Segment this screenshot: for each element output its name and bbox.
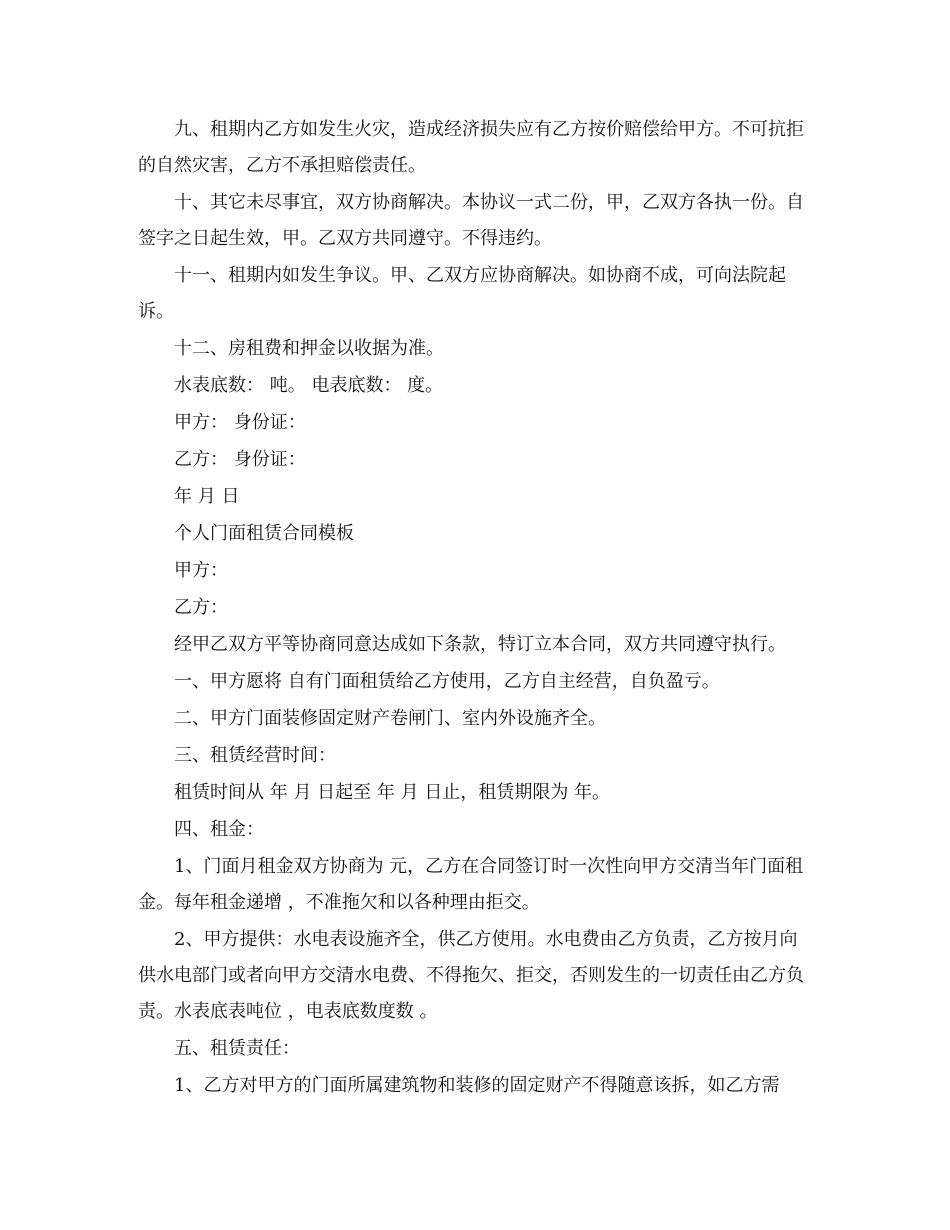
liability-item-1: 1、乙方对甲方的门面所属建筑物和装修的固定财产不得随意该拆，如乙方需: [174, 1075, 780, 1096]
clause-1-lease: 一、甲方愿将 自有门面租赁给乙方使用，乙方自主经营，自负盈亏。: [174, 671, 720, 692]
clause-5-heading: 五、租赁责任：: [174, 1038, 300, 1059]
rent-item-1: 1、门面月租金双方协商为 元，乙方在合同签订时一次性向甲方交清当年门面租金。每年租金递增 ，不准拖欠和以各种理由拒交。: [138, 856, 804, 913]
rent-item-2: 2、甲方提供：水电表设施齐全，供乙方使用。水电费由乙方负责，乙方按月向供水电部门或者向甲方交清水电费、不得拖欠、拒交，否则发生的一切责任由乙方负责。水表底表吨位 ，电表底数度数 。: [138, 929, 804, 1022]
party-a-id-line: 甲方： 身份证：: [174, 412, 306, 433]
clause-10-other-matters: 十、其它未尽事宜，双方协商解决。本协议一式二份，甲，乙双方各执一份。自签字之日起生效，甲。乙双方共同遵守。不得违约。: [138, 192, 804, 249]
party-b-line: 乙方：: [174, 597, 228, 618]
party-b-id-line: 乙方： 身份证：: [174, 449, 306, 470]
clause-11-disputes: 十一、租期内如发生争议。甲、乙双方应协商解决。如协商不成，可向法院起诉。: [138, 265, 786, 322]
date-line: 年 月 日: [174, 486, 240, 507]
contract-title: 个人门面租赁合同模板: [174, 523, 354, 544]
preamble: 经甲乙双方平等协商同意达成如下条款，特订立本合同，双方共同遵守执行。: [174, 634, 786, 655]
lease-term: 租赁时间从 年 月 日起至 年 月 日止，租赁期限为 年。: [174, 782, 611, 803]
clause-9-fire: 九、租期内乙方如发生火灾，造成经济损失应有乙方按价赔偿给甲方。不可抗拒的自然灾害，乙方不承担赔偿责任。: [138, 119, 804, 176]
clause-4-heading: 四、租金：: [174, 819, 264, 840]
clause-12-rent-deposit: 十二、房租费和押金以收据为准。: [174, 338, 444, 359]
document-body: [138, 112, 810, 1105]
party-a-line: 甲方：: [174, 560, 228, 581]
clause-2-fixtures: 二、甲方门面装修固定财产卷闸门、室内外设施齐全。: [174, 708, 606, 729]
clause-3-heading: 三、租赁经营时间：: [174, 745, 336, 766]
meter-readings: 水表底数： 吨。 电表底数： 度。: [174, 375, 444, 396]
